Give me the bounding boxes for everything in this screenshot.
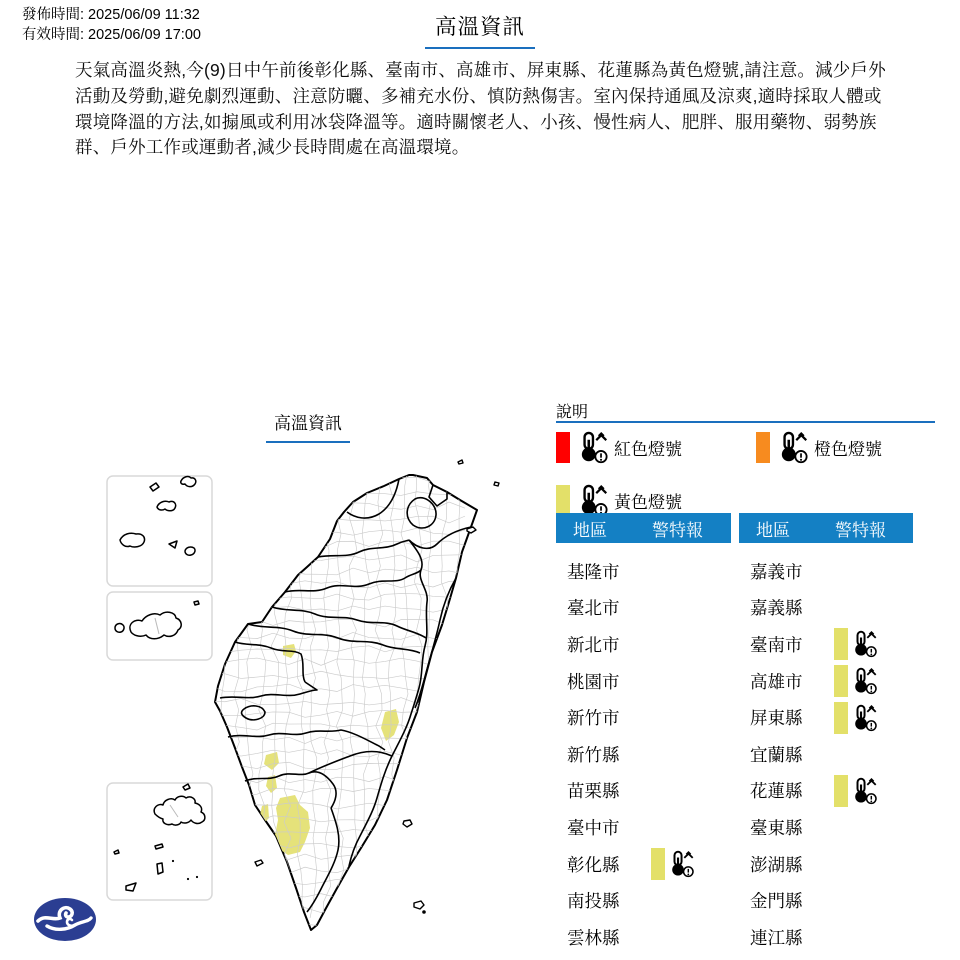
- table-row: [556, 663, 736, 700]
- effective-time: 有效時間: 2025/06/09 17:00: [22, 26, 201, 43]
- orange-signal-swatch: [756, 432, 770, 463]
- yellow-thermometer-icon: [852, 667, 878, 695]
- page-title-text: 高溫資訊: [425, 10, 535, 49]
- table-row: [556, 590, 736, 627]
- region-label: 雲林縣: [567, 927, 620, 948]
- table-row: [739, 919, 919, 956]
- table-row: [556, 773, 736, 810]
- yellow-thermometer-icon: [669, 850, 695, 878]
- central-weather-administration-logo: [33, 897, 97, 943]
- table-row: [739, 663, 919, 700]
- region-label: 新竹縣: [567, 744, 620, 765]
- table-header-left: [556, 513, 731, 543]
- legend-label: 紅色燈號: [614, 439, 682, 459]
- taiwan-map: [95, 450, 535, 960]
- table-row: [739, 846, 919, 883]
- legend-item-orange: [756, 428, 882, 466]
- table-row: [739, 773, 919, 810]
- table-row: [556, 626, 736, 663]
- table-row: [556, 699, 736, 736]
- warning-cell: [834, 626, 878, 663]
- table-row: [556, 882, 736, 919]
- region-label: 澎湖縣: [750, 854, 803, 875]
- map-title: [237, 409, 379, 443]
- table-row: [739, 626, 919, 663]
- table-row: [739, 590, 919, 627]
- taiwan-map-svg: [95, 450, 535, 960]
- table-header-right: [739, 513, 913, 543]
- yellow-thermometer-icon: [852, 704, 878, 732]
- legend-item-red: [556, 428, 682, 466]
- region-label: 新竹市: [567, 708, 620, 729]
- thermometer-alert-icon: [778, 431, 809, 464]
- table-row: [739, 736, 919, 773]
- table-row: [556, 919, 736, 956]
- region-label: 屏東縣: [750, 708, 803, 729]
- table-row: [556, 553, 736, 590]
- region-label: 宜蘭縣: [750, 744, 803, 765]
- region-label: 南投縣: [567, 891, 620, 912]
- yellow-thermometer-icon: [852, 777, 878, 805]
- region-label: 臺東縣: [750, 817, 803, 838]
- region-label: 連江縣: [750, 927, 803, 948]
- region-label: 高雄市: [750, 671, 803, 692]
- legend-divider: [556, 421, 935, 423]
- penghu-inset: [107, 783, 212, 900]
- warning-cell: [651, 846, 695, 883]
- table-row: [739, 882, 919, 919]
- page-title: [0, 10, 960, 49]
- yellow-signal-bar: [834, 775, 848, 807]
- yellow-thermometer-icon: [852, 630, 878, 658]
- yellow-signal-bar: [834, 628, 848, 660]
- warning-description: 天氣高溫炎熱,今(9)日中午前後彰化縣、臺南市、高雄市、屏東縣、花蓮縣為黃色燈號,請注意。減少戶外活動及勞動,避免劇烈運動、注意防曬、多補充水份、慎防熱傷害。室內保持通風及涼爽,適時採取人體或環境降溫的方法,如搧風或利用冰袋降溫等。適時關懷老人、小孩、慢性病人、肥胖、服用藥物、弱勢族群、戶外工作或運動者,減少長時間處在高溫環境。: [75, 60, 886, 158]
- table-row: [556, 846, 736, 883]
- region-table-right: [739, 553, 919, 956]
- yellow-signal-bar: [834, 665, 848, 697]
- region-label: 嘉義縣: [750, 598, 803, 619]
- table-row: [739, 699, 919, 736]
- region-label: 桃園市: [567, 671, 620, 692]
- region-label: 嘉義市: [750, 561, 803, 582]
- region-column-header: 地區: [573, 520, 607, 540]
- warning-column-header: 警特報: [835, 520, 886, 540]
- region-label: 基隆市: [567, 561, 620, 582]
- table-row: [739, 553, 919, 590]
- table-row: [556, 736, 736, 773]
- region-label: 新北市: [567, 634, 620, 655]
- region-label: 臺中市: [567, 817, 620, 838]
- region-label: 苗栗縣: [567, 781, 620, 802]
- publish-time: 發佈時間: 2025/06/09 11:32: [22, 7, 200, 23]
- warning-column-header: 警特報: [652, 520, 703, 540]
- region-label: 彰化縣: [567, 854, 620, 875]
- yellow-signal-bar: [651, 848, 665, 880]
- table-row: [556, 809, 736, 846]
- region-label: 臺南市: [750, 634, 803, 655]
- legend-label: 黃色燈號: [614, 492, 682, 512]
- region-label: 花蓮縣: [750, 781, 803, 802]
- kinmen-inset: [107, 592, 212, 660]
- legend-label: 橙色燈號: [814, 439, 882, 459]
- warning-cell: [834, 773, 878, 810]
- thermometer-alert-icon: [578, 484, 609, 517]
- region-label: 臺北市: [567, 598, 620, 619]
- region-label: 金門縣: [750, 891, 803, 912]
- region-table-left: [556, 553, 736, 956]
- table-row: [739, 809, 919, 846]
- yellow-signal-bar: [834, 702, 848, 734]
- map-title-text: 高溫資訊: [266, 409, 350, 443]
- region-column-header: 地區: [756, 520, 790, 540]
- warning-cell: [834, 663, 878, 700]
- red-signal-swatch: [556, 432, 570, 463]
- yellow-signal-swatch: [556, 485, 570, 516]
- legend-heading: 說明: [556, 404, 589, 421]
- thermometer-alert-icon: [578, 431, 609, 464]
- matsu-inset: [107, 476, 212, 586]
- warning-cell: [834, 699, 878, 736]
